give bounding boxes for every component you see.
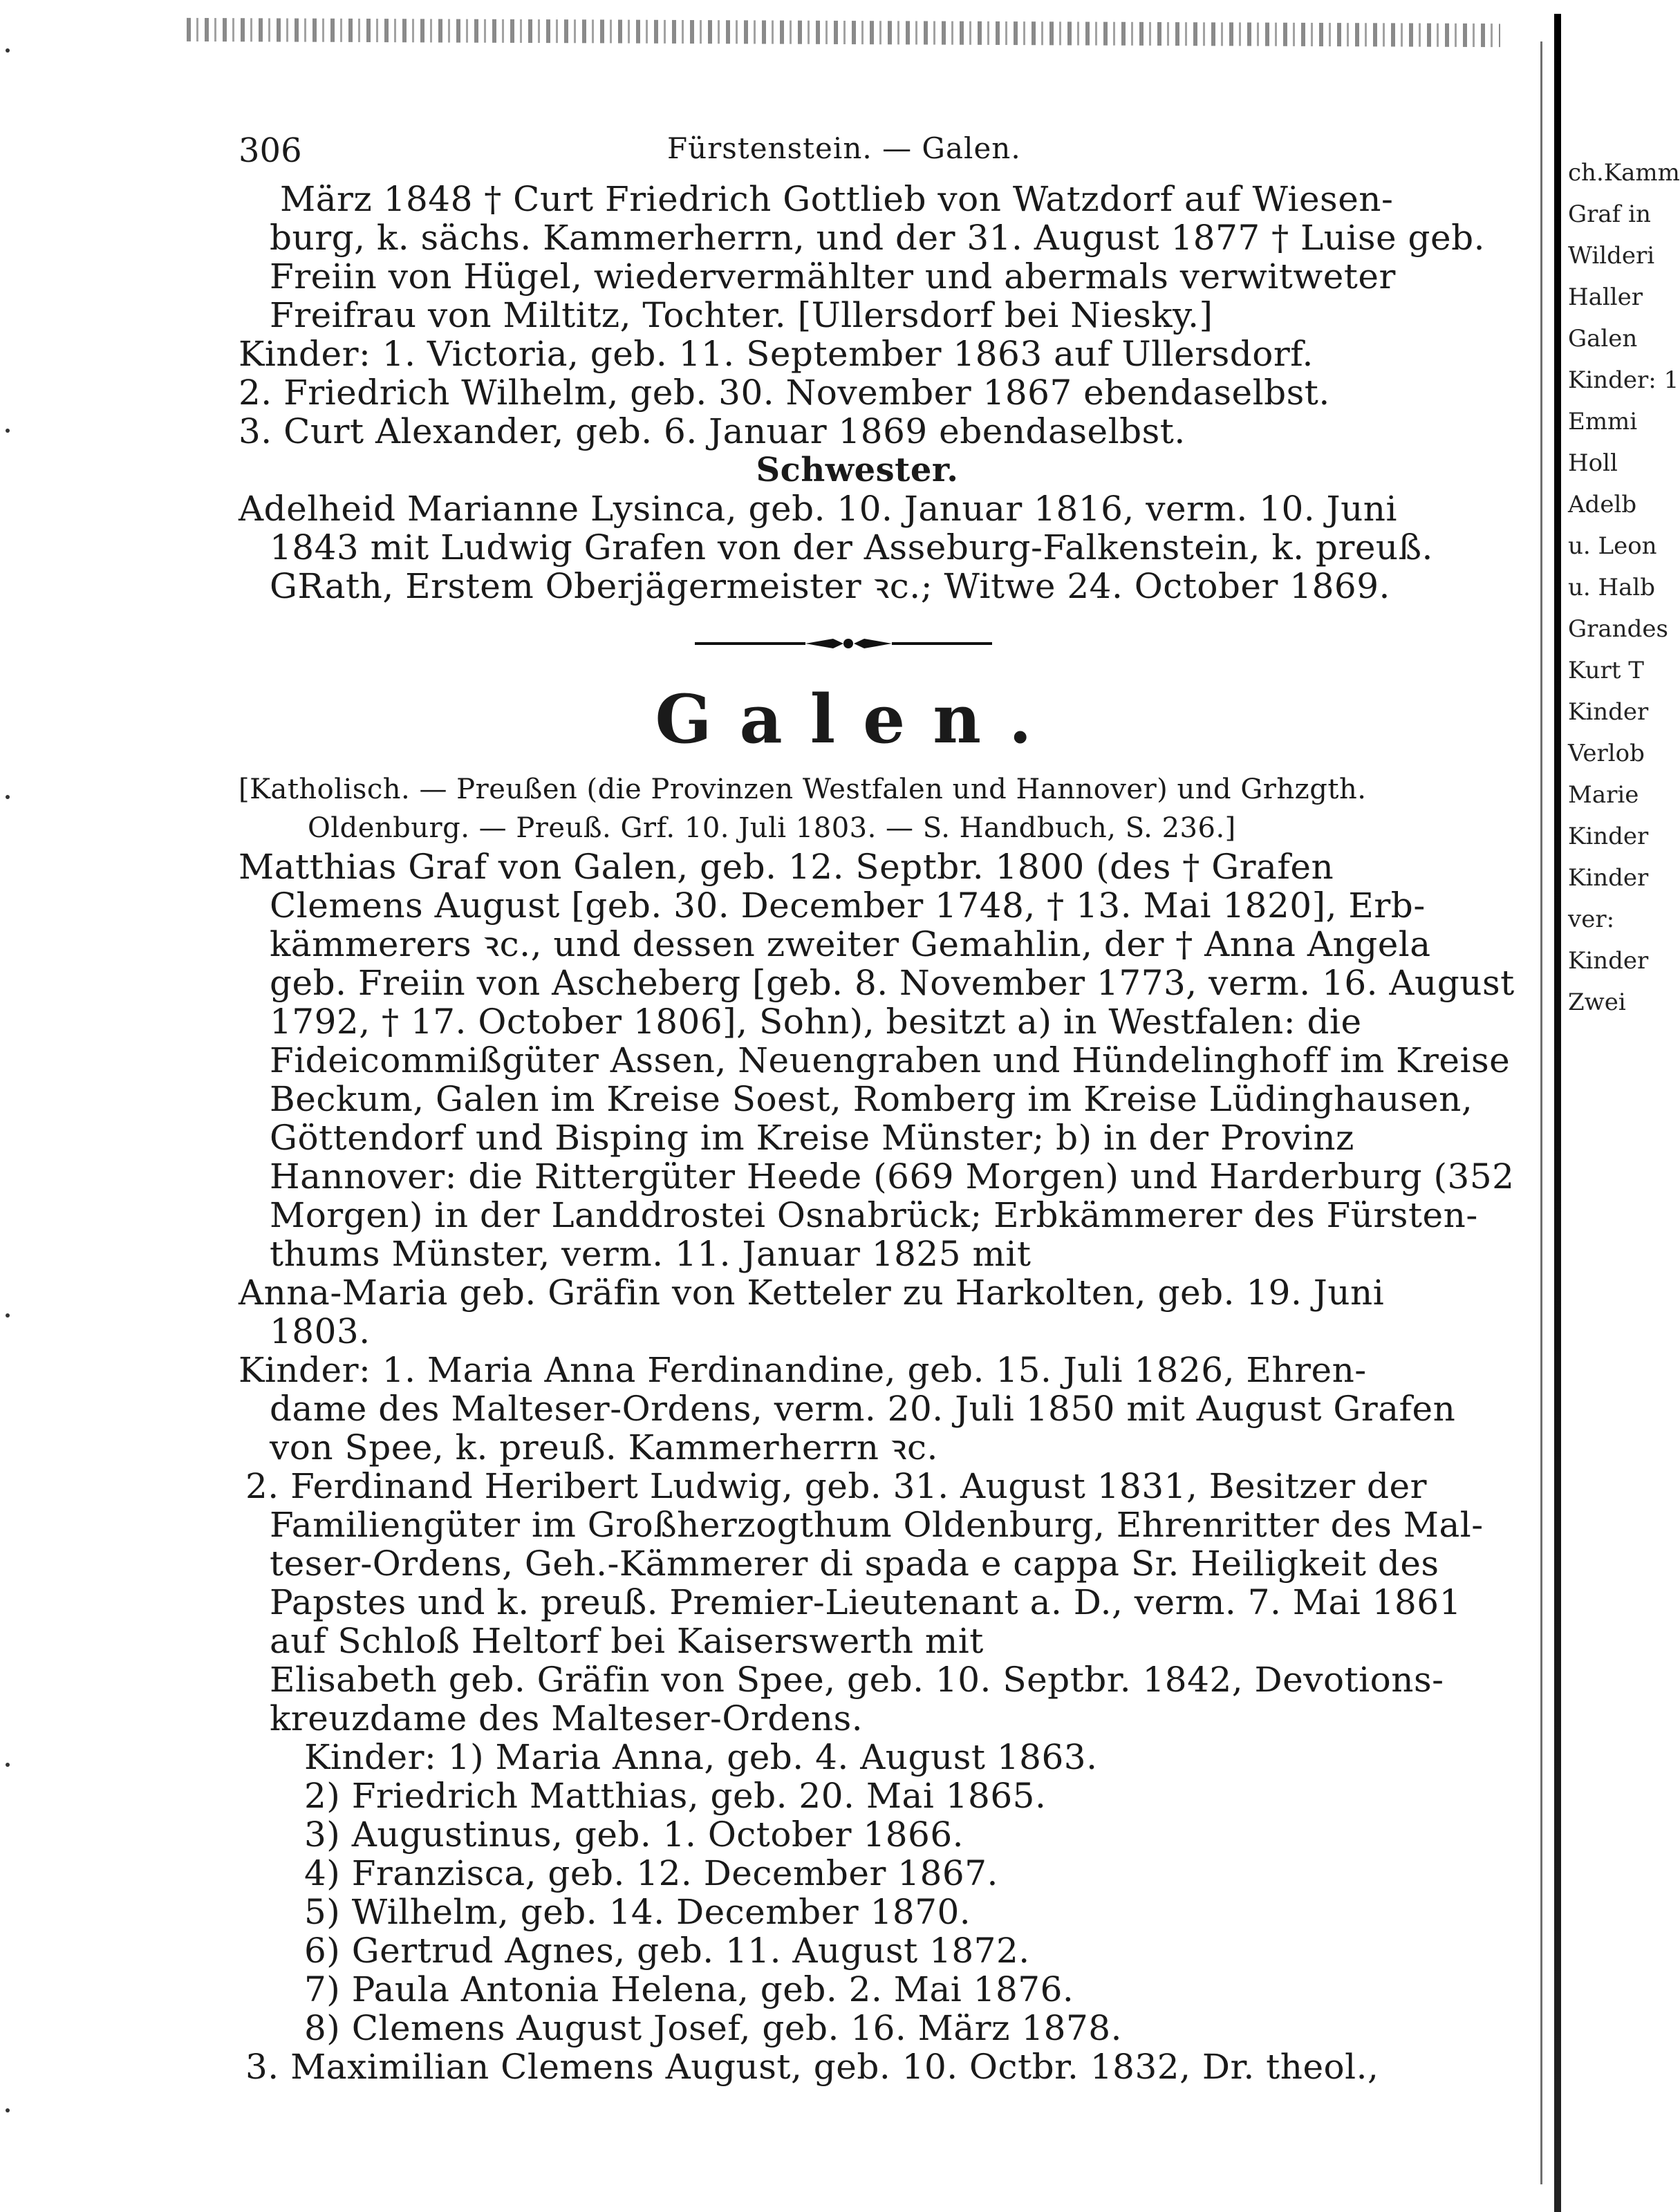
margin-fragment: Verlob (1568, 740, 1645, 767)
margin-fragment: Grandes (1568, 615, 1668, 643)
list-item: 2) Friedrich Matthias, geb. 20. Mai 1865. (304, 1776, 1047, 1816)
text-line: kreuzdame des Malteser-Ordens. (270, 1698, 864, 1738)
list-item: 8) Clemens August Josef, geb. 16. März 1878. (304, 2008, 1122, 2048)
margin-fragment: ver: (1568, 906, 1615, 933)
grandchildren-list (239, 1738, 1476, 2047)
sister-heading: Schwester. (756, 451, 959, 489)
text-line: Papstes und k. preuß. Premier-Lieutenant a. D., verm. 7. Mai 1861 (270, 1582, 1462, 1622)
margin-fragment: Kinder (1568, 823, 1649, 850)
adjacent-page-fragments (1568, 152, 1680, 1023)
margin-fragment: Kinder (1568, 864, 1649, 892)
scan-speck (6, 429, 10, 433)
son-ferdinand-entry (239, 1466, 1484, 1661)
margin-fragment: u. Leon (1568, 532, 1657, 560)
text-line: 2. Friedrich Wilhelm, geb. 30. November 1867 ebendaselbst. (239, 373, 1330, 413)
section-divider-ornament (695, 633, 992, 654)
margin-fragment: Kinder (1568, 698, 1649, 726)
text-line: Kinder: 1. Maria Anna Ferdinandine, geb. 15. Juli 1826, Ehren- (239, 1350, 1367, 1390)
margin-fragment: Graf in (1568, 200, 1651, 228)
page-header (239, 124, 1476, 180)
text-line: dame des Malteser-Ordens, verm. 20. Juli 1850 mit August Grafen (270, 1389, 1456, 1429)
margin-fragment: Haller (1568, 283, 1643, 311)
previous-entry (239, 179, 1486, 606)
text-line: teser-Ordens, Geh.-Kämmerer di spada e cappa Sr. Heiligkeit des (270, 1544, 1439, 1584)
margin-fragment: Holl (1568, 449, 1618, 477)
text-line: Anna-Maria geb. Gräfin von Ketteler zu Harkolten, geb. 19. Juni (239, 1273, 1385, 1313)
text-line: Clemens August [geb. 30. December 1748, † 13. Mai 1820], Erb- (270, 885, 1426, 926)
children-entry (239, 1351, 1476, 1467)
note-line: Oldenburg. — Preuß. Grf. 10. Juli 1803. — S. Handbuch, S. 236.] (308, 812, 1236, 844)
page-edge-line (1540, 41, 1542, 2184)
margin-fragment: Emmi (1568, 408, 1638, 435)
text-line: 2. Ferdinand Heribert Ludwig, geb. 31. August 1831, Besitzer der (245, 1466, 1428, 1506)
margin-fragment: u. Halb (1568, 574, 1656, 601)
text-line: 3. Curt Alexander, geb. 6. Januar 1869 ebendaselbst. (239, 411, 1186, 451)
text-line: 1792, † 17. October 1806], Sohn), besitzt a) in Westfalen: die (270, 1002, 1362, 1042)
list-item: 7) Paula Antonia Helena, geb. 2. Mai 1876. (304, 1969, 1074, 2009)
text-line: burg, k. sächs. Kammerherrn, und der 31. August 1877 † Luise geb. (270, 218, 1486, 258)
text-line: 1843 mit Ludwig Grafen von der Asseburg-Falkenstein, k. preuß. (270, 527, 1433, 568)
margin-fragment: Kurt T (1568, 657, 1644, 684)
margin-fragment: ch.Kamm (1568, 159, 1680, 187)
scan-artifact-top (187, 18, 1500, 47)
list-item: 3) Augustinus, geb. 1. October 1866. (304, 1815, 964, 1855)
text-line: Kinder: 1. Victoria, geb. 11. September 1863 auf Ullersdorf. (239, 334, 1314, 374)
scan-speck (6, 2108, 10, 2112)
text-line: Morgen) in der Landdrostei Osnabrück; Erbkämmerer des Fürsten- (270, 1195, 1478, 1235)
scan-speck (6, 48, 10, 53)
entry-note (239, 770, 1476, 847)
page-gutter-shadow (1554, 14, 1561, 2212)
page-number: 306 (239, 131, 302, 170)
text-line: kämmerers ꝛc., und dessen zweiter Gemahlin, der † Anna Angela (270, 924, 1431, 964)
margin-fragment: Galen (1568, 325, 1638, 353)
note-line: [Katholisch. — Preußen (die Provinzen Westfalen und Hannover) und Grhzgth. (239, 774, 1367, 805)
entry-title: Galen. (655, 680, 1060, 758)
text-line: Freifrau von Miltitz, Tochter. [Ullersdorf bei Niesky.] (270, 295, 1213, 335)
text-line: auf Schloß Heltorf bei Kaiserswerth mit (270, 1621, 984, 1661)
scan-speck (6, 1313, 10, 1318)
text-line: 1803. (270, 1311, 371, 1351)
text-line: GRath, Erstem Oberjägermeister ꝛc.; Witwe 24. October 1869. (270, 566, 1390, 606)
running-title: Fürstenstein. — Galen. (667, 131, 1021, 165)
margin-fragment: Kinder: 1 (1568, 366, 1679, 394)
scan-speck (6, 1763, 10, 1767)
list-item: 6) Gertrud Agnes, geb. 11. August 1872. (304, 1931, 1030, 1971)
text-line: Familiengüter im Großherzogthum Oldenburg, Ehrenritter des Mal- (270, 1505, 1484, 1545)
margin-fragment: Zwei (1568, 988, 1626, 1016)
list-item: Kinder: 1) Maria Anna, geb. 4. August 1863. (304, 1737, 1098, 1777)
text-line: thums Münster, verm. 11. Januar 1825 mit (270, 1234, 1032, 1274)
text-line: Elisabeth geb. Gräfin von Spee, geb. 10. Septbr. 1842, Devotions- (270, 1660, 1444, 1700)
head-of-house (239, 847, 1515, 1274)
margin-fragment: Marie (1568, 781, 1639, 809)
text-line: geb. Freiin von Ascheberg [geb. 8. November 1773, verm. 16. August (270, 963, 1515, 1003)
text-line: März 1848 † Curt Friedrich Gottlieb von Watzdorf auf Wiesen- (280, 179, 1394, 219)
margin-fragment: Wilderi (1568, 242, 1655, 270)
book-page (239, 124, 1515, 2087)
daughter-in-law-entry (239, 1660, 1476, 1738)
text-line: Matthias Graf von Galen, geb. 12. Septbr. 1800 (des † Grafen (239, 847, 1334, 887)
text-line: Göttendorf und Bisping im Kreise Münster; b) in der Provinz (270, 1118, 1354, 1158)
margin-fragment: Kinder (1568, 947, 1649, 975)
text-line: Fideicommißgüter Assen, Neuengraben und Hündelinghoff im Kreise (270, 1040, 1511, 1080)
text-line: von Spee, k. preuß. Kammerherrn ꝛc. (270, 1427, 938, 1468)
scan-speck (6, 795, 10, 799)
list-item: 5) Wilhelm, geb. 14. December 1870. (304, 1892, 971, 1932)
text-line: Beckum, Galen im Kreise Soest, Romberg im Kreise Lüdinghausen, (270, 1079, 1473, 1119)
text-line: Adelheid Marianne Lysinca, geb. 10. Januar 1816, verm. 10. Juni (239, 489, 1397, 529)
margin-fragment: Adelb (1568, 491, 1637, 518)
text-line: Freiin von Hügel, wiedervermählter und abermals verwitweter (270, 256, 1396, 297)
spouse-entry (239, 1273, 1476, 1351)
son-maximilian-entry: 3. Maximilian Clemens August, geb. 10. Octbr. 1832, Dr. theol., (245, 2047, 1379, 2087)
text-line: Hannover: die Rittergüter Heede (669 Morgen) und Harderburg (352 (270, 1156, 1515, 1197)
list-item: 4) Franzisca, geb. 12. December 1867. (304, 1853, 998, 1893)
